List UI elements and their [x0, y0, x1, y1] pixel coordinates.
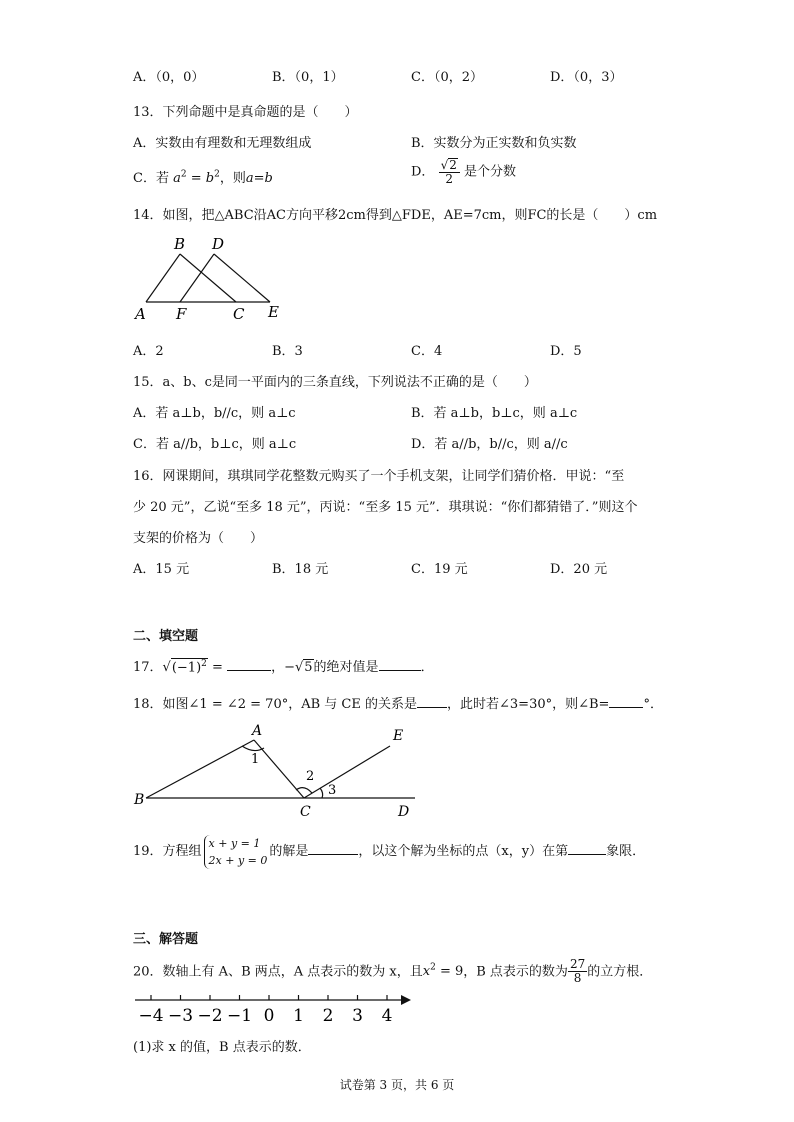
q12-option-c: C．（0，2）	[411, 70, 483, 85]
q18-text-b: ，此时若∠3=30°，则∠B=	[447, 697, 610, 712]
q13-d-suffix: 是个分数	[464, 164, 517, 180]
line-ce	[304, 746, 390, 798]
label-c: C	[300, 804, 311, 820]
q12-option-a: A．（0，0）	[133, 70, 205, 85]
q19-text-a: 的解是	[269, 844, 309, 859]
q20-subquestion-1: (1)求 x 的值，B 点表示的数．	[133, 1040, 311, 1055]
line-ba	[146, 740, 254, 798]
q14-translation-figure	[130, 232, 290, 324]
section-heading-fill-in: 二、填空题	[133, 629, 199, 644]
q16-option-c: C．19 元	[411, 562, 468, 577]
q20-stem	[133, 948, 652, 988]
tick-label: 0	[263, 1006, 275, 1024]
q19-equation-system	[204, 835, 268, 869]
q17-period: ．	[420, 660, 434, 675]
tick-label: 2	[322, 1006, 334, 1024]
q19-text-c: 象限．	[606, 844, 646, 859]
q13-d-fraction: $\frac{√2}{2}$	[439, 158, 460, 186]
q19-number: 19．方程组	[133, 844, 202, 859]
q19-text-b: ，以这个解为坐标的点（x，y）在第	[358, 844, 569, 859]
q13-option-d	[411, 158, 516, 186]
q20-frac-num: 27	[569, 957, 586, 972]
q14-option-a: A．2	[133, 344, 164, 359]
label-angle-1: 1	[251, 752, 260, 767]
q20-frac-den: 8	[573, 971, 582, 986]
q14-option-c: C．4	[411, 344, 443, 359]
q16-options	[0, 558, 794, 578]
q18-text-c: °．	[643, 697, 663, 712]
q19-blank-2[interactable]	[568, 842, 606, 855]
q19-blank-1[interactable]	[308, 842, 358, 855]
q16-line-3: 支架的价格为（ ）	[133, 531, 264, 546]
q14-option-d: D．5	[550, 344, 582, 359]
tick-label: −3	[167, 1006, 194, 1024]
q15-option-d: D．若 a//b，b//c，则 a//c	[411, 437, 568, 452]
page-footer: 试卷第 3 页，共 6 页	[339, 1078, 455, 1092]
tick-label: 4	[381, 1006, 393, 1024]
q15-option-a: A．若 a⊥b，b//c，则 a⊥c	[133, 406, 296, 421]
q19-eq2: 2x + y = 0	[208, 853, 268, 867]
q14-stem: 14．如图，把△ABC沿AC方向平移2cm得到△FDE，AE=7cm，则FC的长是（ ）cm	[133, 208, 658, 223]
q20-x-squared: $x^2 = 9$	[422, 963, 464, 980]
q16-line-2: 少 20 元”，乙说“至多 18 元”，丙说：“至多 15 元”．琪琪说：“你们都猜错了．”则这个	[133, 500, 638, 515]
label-d: D	[212, 235, 225, 253]
q18-blank-2[interactable]	[609, 695, 643, 708]
label-angle-2: 2	[306, 769, 315, 784]
q13-c-end: a=b	[245, 171, 273, 186]
tick-label: 3	[352, 1006, 363, 1024]
tick-label: 1	[293, 1006, 304, 1024]
tick-label: −1	[226, 1006, 253, 1024]
q17-blank-1[interactable]	[227, 658, 271, 671]
q13-d-prefix: D．	[411, 164, 435, 180]
arrow-icon	[401, 995, 411, 1005]
tick-label: −2	[197, 1006, 223, 1024]
q13-option-a: A．实数由有理数和无理数组成	[133, 136, 312, 151]
q17-number: 17．	[133, 660, 163, 675]
q16-option-a: A．15 元	[133, 562, 190, 577]
q12-option-b: B．（0，1）	[272, 70, 344, 85]
q20-text-a: 20．数轴上有 A、B 两点，A 点表示的数为 x，且	[133, 964, 423, 980]
q20-fraction	[568, 958, 587, 985]
q20-text-b: ，B 点表示的数为	[463, 964, 568, 980]
q17-blank-2[interactable]	[379, 658, 421, 671]
q19-eq1: x + y = 1	[208, 836, 261, 850]
tick-label: −4	[138, 1006, 164, 1024]
q17-text-end: 的绝对值是	[313, 660, 379, 675]
q17-sqrt-expr: $√(-1)^2$ =	[162, 658, 228, 675]
q20-number-line	[133, 990, 413, 1024]
label-a: A	[135, 305, 146, 323]
q15-option-b: B．若 a⊥b，b⊥c，则 a⊥c	[411, 406, 578, 421]
angle-3-arc	[320, 788, 323, 798]
q13-stem: 13．下列命题中是真命题的是（ ）	[133, 105, 358, 120]
q17-separator: ，	[271, 660, 285, 675]
label-b: B	[134, 792, 145, 808]
section-heading-solve: 三、解答题	[133, 932, 199, 947]
q18-blank-1[interactable]	[417, 695, 447, 708]
line-ab	[146, 254, 180, 302]
q17	[133, 656, 434, 675]
q20-text-c: 的立方根．	[587, 964, 653, 980]
q15-option-c: C．若 a//b，b⊥c，则 a⊥c	[133, 437, 297, 452]
q18-stem	[133, 693, 663, 712]
label-angle-3: 3	[328, 783, 337, 798]
label-b: B	[174, 235, 186, 253]
q12-options	[0, 66, 794, 86]
q15-stem: 15．a、b、c是同一平面内的三条直线，下列说法不正确的是（ ）	[133, 375, 537, 390]
q12-option-d: D．（0，3）	[550, 70, 623, 85]
q16-option-d: D．20 元	[550, 562, 608, 577]
q13-c-prefix: C．若	[133, 171, 169, 186]
label-d: D	[398, 804, 410, 820]
line-bc	[180, 254, 236, 302]
line-de	[214, 254, 270, 302]
q13-c-middle: ，则	[219, 171, 246, 186]
q14-option-b: B．3	[272, 344, 303, 359]
label-e: E	[268, 303, 279, 321]
q19	[133, 832, 645, 872]
label-c: C	[233, 305, 245, 323]
q13-option-c: C．若 $a^2 = b^2$，则a=b	[133, 169, 273, 186]
q14-options	[0, 340, 794, 360]
label-a: A	[252, 723, 263, 739]
label-f: F	[176, 305, 187, 323]
q13-option-b: B．实数分为正实数和负实数	[411, 136, 577, 151]
q16-line-1: 16．网课期间，琪琪同学花整数元购买了一个手机支架，让同学们猜价格．甲说：“至	[133, 469, 625, 484]
q17-neg-sqrt5: −√5	[284, 660, 313, 675]
number-line-ticks	[138, 995, 392, 1024]
q16-option-b: B．18 元	[272, 562, 329, 577]
q18-text-a: 18．如图∠1 = ∠2 = 70°，AB 与 CE 的关系是	[133, 697, 418, 712]
label-e: E	[393, 728, 404, 744]
q18-angle-figure	[130, 718, 430, 824]
